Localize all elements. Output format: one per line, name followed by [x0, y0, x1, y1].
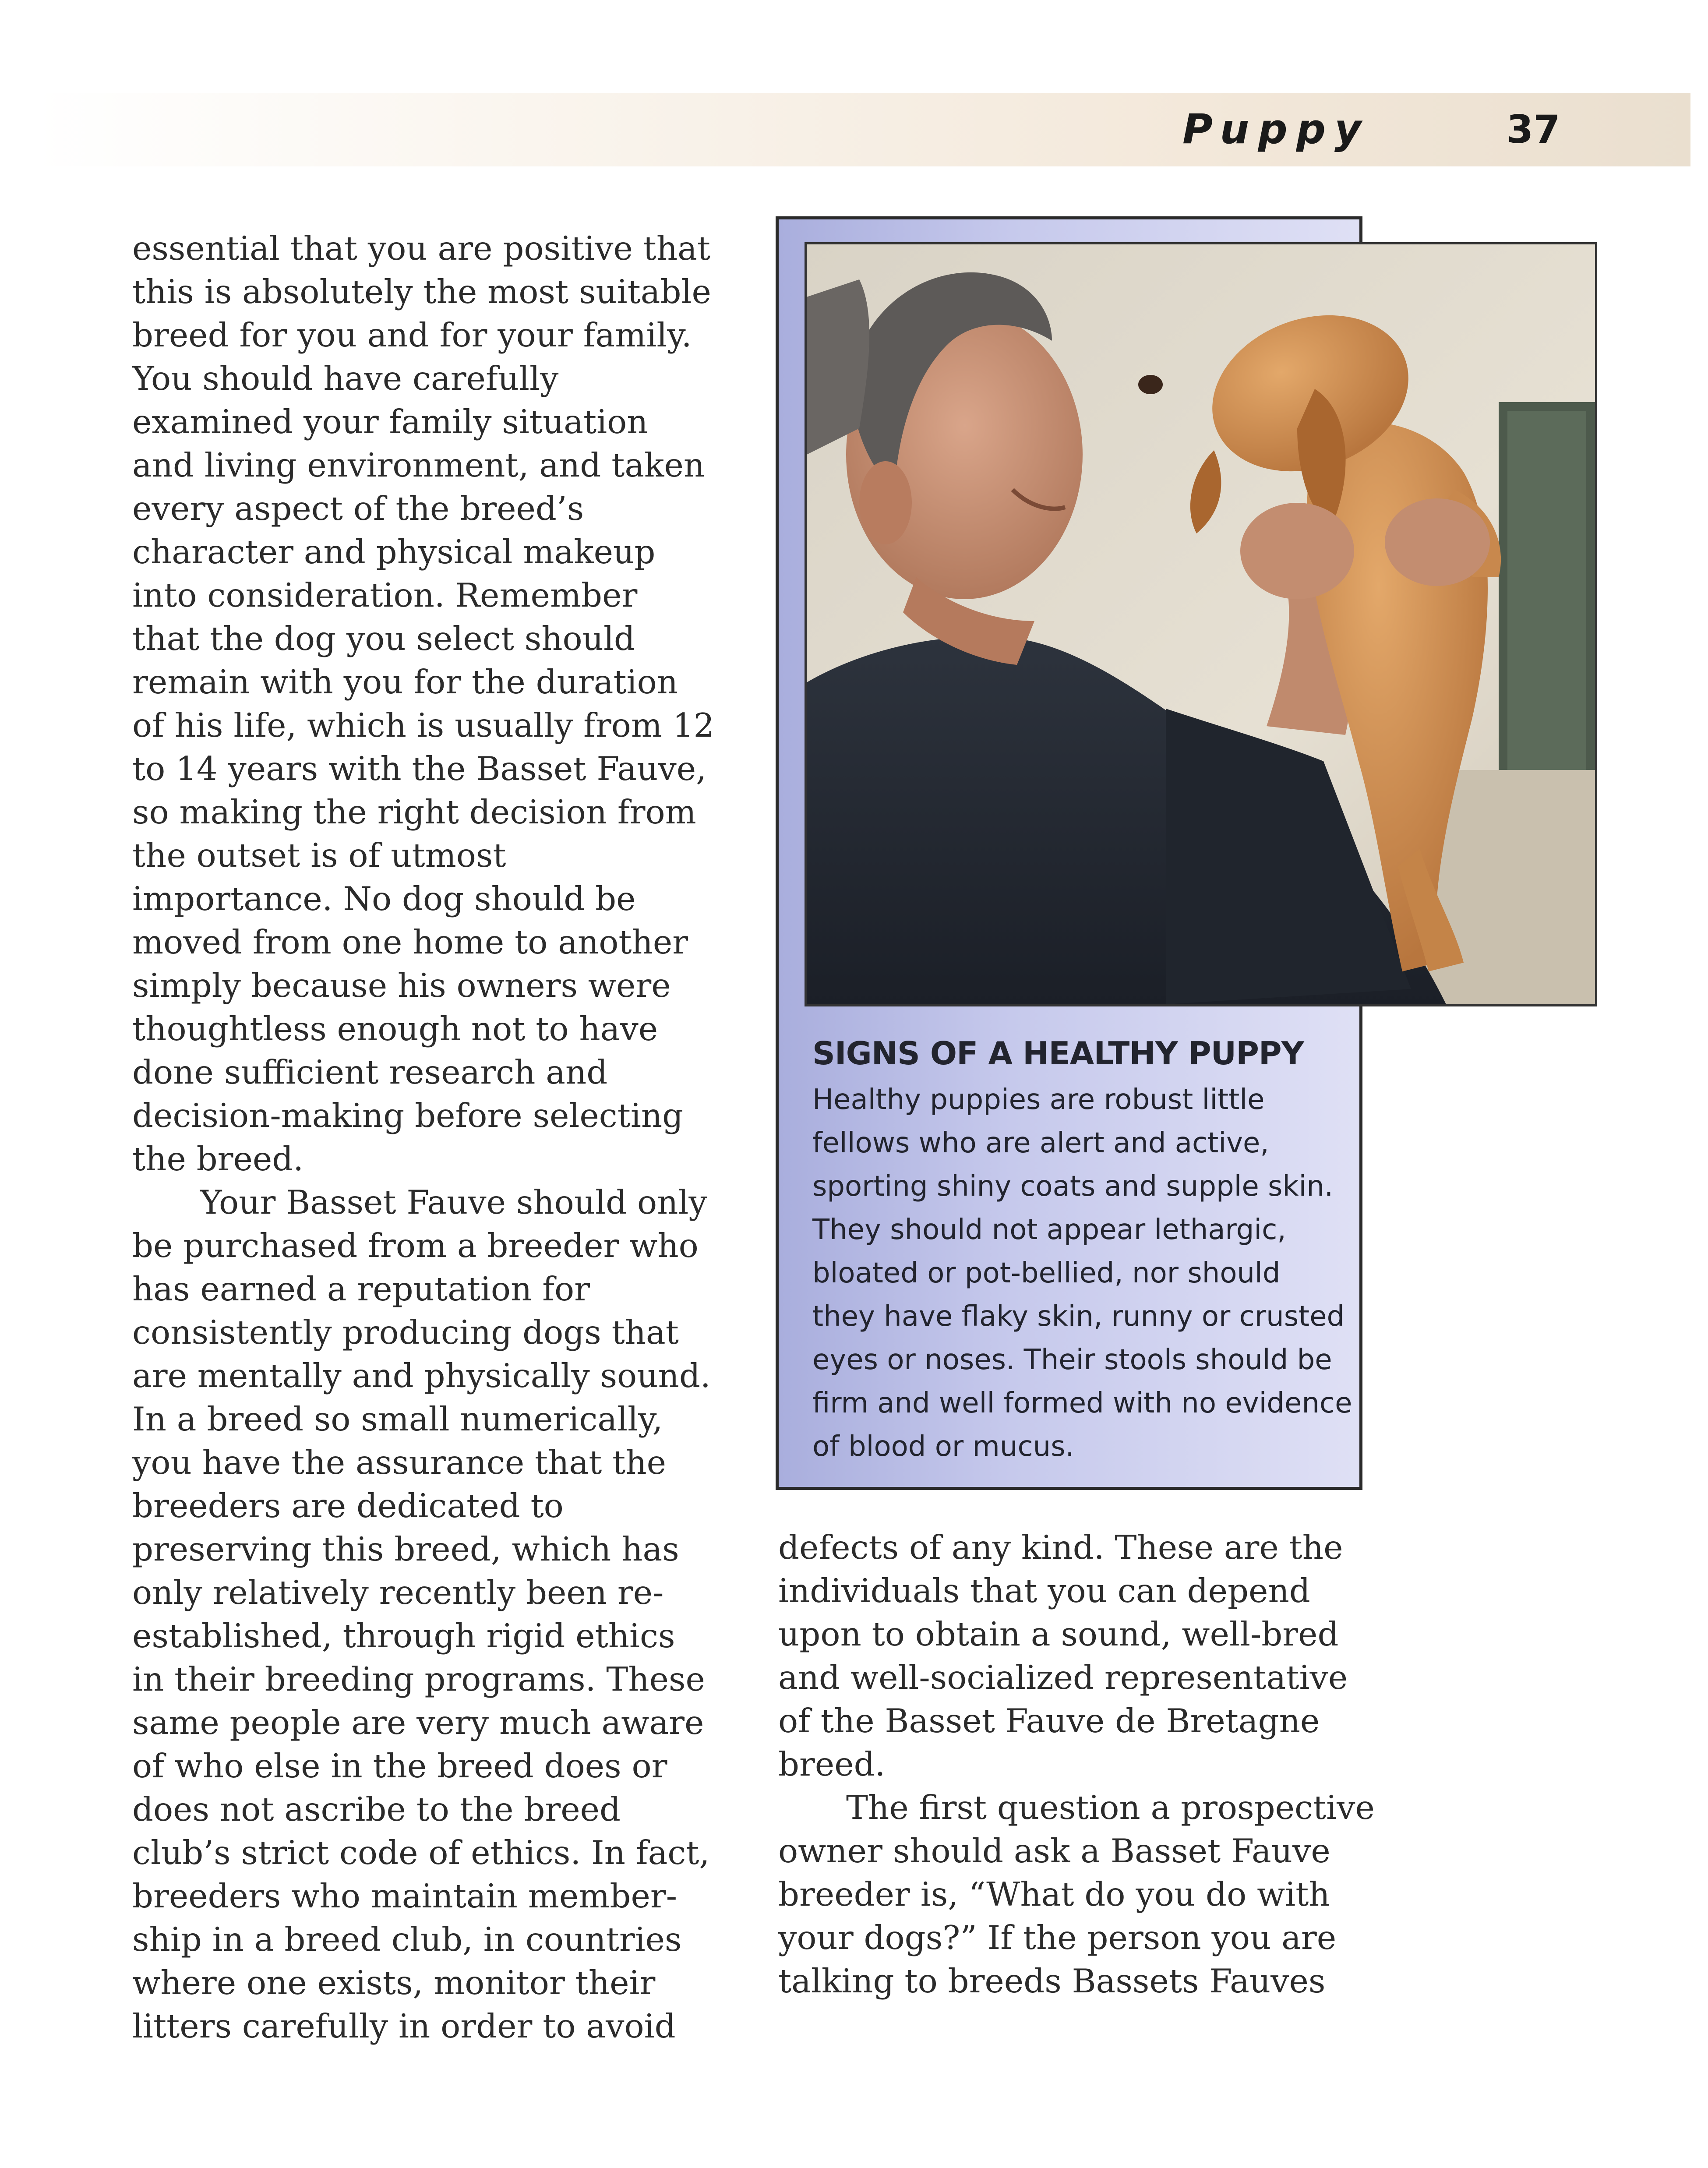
running-header-band — [35, 93, 1690, 166]
body-paragraph: essential that you are positive that this is absolutely the most suitable breed for you and for your family. You should have carefully examined your family situation and living environment, and taken every aspect of the breed’s character and physical makeup into consideration. Remember that the dog you select should remain with you for the duration of his life, which is usually from 12 to 14 years with the Basset Fauve, so making the right decision from the outset is of utmost importance. No dog should be moved from one home to another simply because his owners were thoughtless enough not to have done sufficient research and decision-making before selecting the breed. — [132, 229, 715, 1178]
right-text-column — [778, 1526, 1383, 2003]
sidebar-line: eyes or noses. Their stools should be — [812, 1344, 1332, 1376]
body-paragraph: The first question a prospective owner should ask a Basset Fauve breeder is, “What do you do with your dogs?” If the person you are talking to breeds Bassets Fauves — [778, 1788, 1375, 2000]
sidebar-body — [812, 1078, 1352, 1469]
photo-illustration — [807, 244, 1595, 1004]
sidebar-line: they have flaky skin, runny or crusted — [812, 1300, 1345, 1333]
sidebar-line: sporting shiny coats and supple skin. — [812, 1170, 1334, 1203]
page-number: 37 — [1507, 107, 1560, 152]
sidebar-line: bloated or pot-bellied, nor should — [812, 1257, 1281, 1289]
sidebar-heading: SIGNS OF A HEALTHY PUPPY — [812, 1035, 1304, 1072]
sidebar-line: of blood or mucus. — [812, 1430, 1074, 1463]
sidebar-line: fellows who are alert and active, — [812, 1127, 1269, 1159]
photo-man-holding-puppy — [805, 242, 1597, 1006]
sidebar-line: firm and well formed with no evidence — [812, 1387, 1352, 1419]
body-paragraph: Your Basset Fauve should only be purchased from a breeder who has earned a reputation for consistently producing dogs that are mentally and physically sound. In a breed so small numerically, you have the assurance that the breeders are dedicated to preserving this breed, which has only relatively recently been reestablished, through rigid ethics in their breeding programs. These same people are very much aware of who else in the breed does or does not ascribe to the breed club’s strict code of ethics. In fact, breeders who maintain membership in a breed club, in countries where one exists, monitor their litters carefully in order to avoid — [132, 1183, 711, 2045]
body-paragraph: defects of any kind. These are the individuals that you can depend upon to obtain a sound, well-bred and well-socialized representative of the Basset Fauve de Bretagne breed. — [778, 1528, 1348, 1783]
left-text-column — [132, 227, 715, 2048]
sidebar-line: Healthy puppies are robust little — [812, 1084, 1265, 1116]
section-title: Puppy — [1182, 106, 1370, 153]
sidebar-line: They should not appear lethargic, — [812, 1214, 1286, 1246]
